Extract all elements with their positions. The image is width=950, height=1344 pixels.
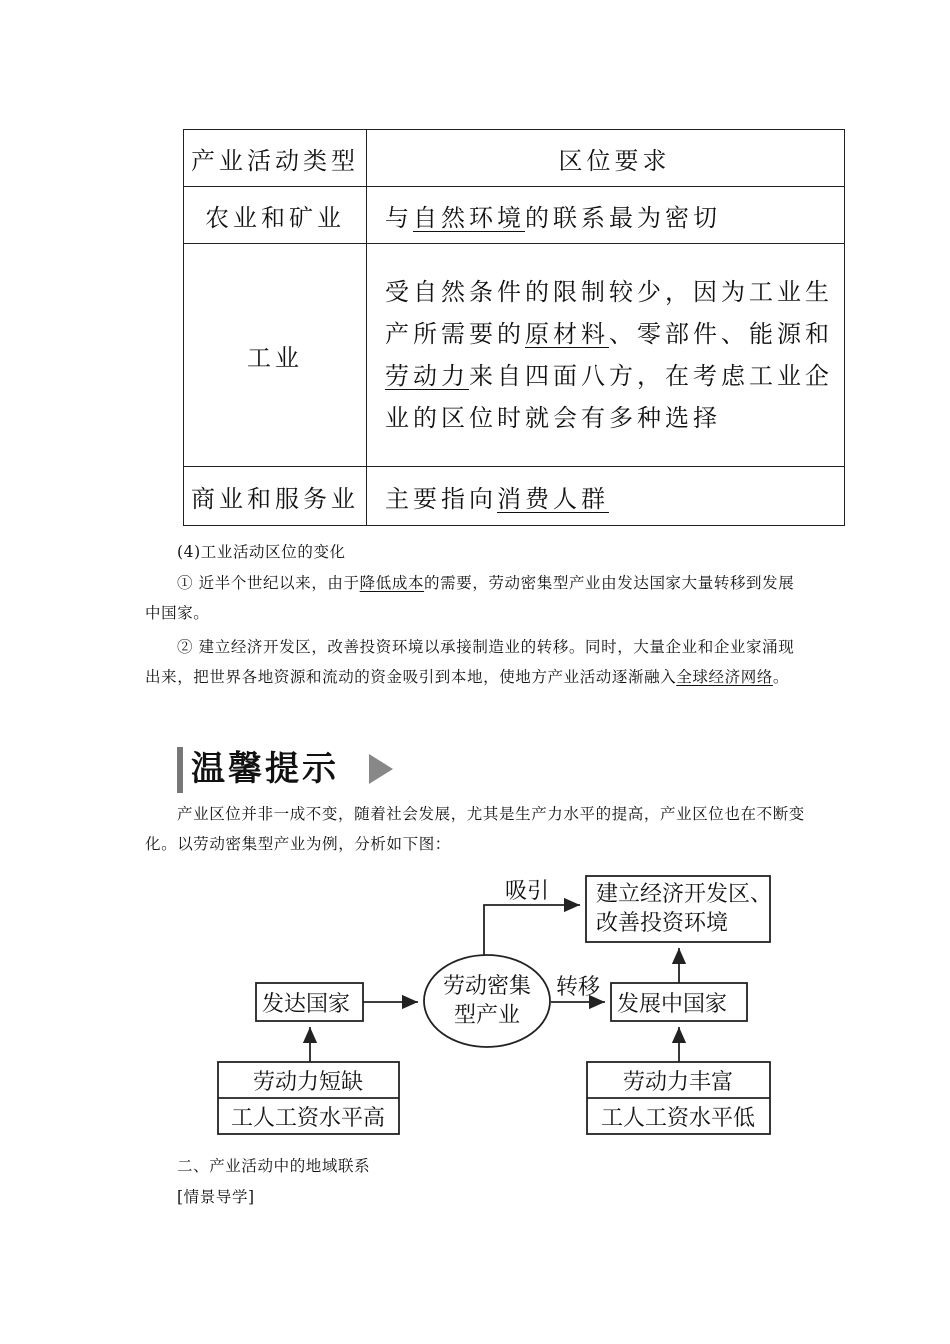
table-row [184, 467, 845, 526]
table-row [184, 244, 845, 467]
para-text: 。 [772, 668, 790, 686]
tip-text: 产业区位并非一成不变，随着社会发展，尤其是生产力水平的提高，产业区位也在不断变化。以劳动密集型产业为例，分析如下图： [145, 805, 805, 853]
play-arrow-icon [367, 752, 395, 786]
row-type-commerce: 商业和服务业 [184, 467, 367, 526]
labor-industry-ellipse [424, 955, 550, 1047]
req-text: 主要指向 [385, 484, 497, 513]
req-text: 的联系最为密切 [525, 203, 721, 232]
wage-high: 工人工资水平高 [230, 1106, 386, 1131]
wage-low: 工人工资水平低 [600, 1106, 756, 1131]
req-text: 受自然条件的限制较少，因为工业生产所需要的 [385, 278, 833, 348]
table-row [184, 187, 845, 244]
row-type-industry: 工业 [184, 244, 367, 467]
underlined-keyword: 自然环境 [413, 203, 525, 232]
header-industry-type: 产业活动类型 [184, 130, 367, 187]
underlined-keyword: 劳动力 [385, 362, 469, 390]
underlined-keyword: 降低成本 [359, 574, 425, 592]
para-text: 的需要，劳动密集型产业由发达国家大量转移到发展中国家。 [145, 574, 795, 622]
row-req-commerce [367, 467, 845, 526]
underlined-keyword: 消费人群 [497, 484, 609, 513]
table-header-row [184, 130, 845, 187]
section4-title: (4)工业活动区位的变化 [177, 543, 346, 561]
req-text: 来自四面八方，在考虑工业企业的区位时就会有多种选择 [385, 362, 833, 432]
developed-country-label: 发达国家 [262, 992, 351, 1017]
center-line1: 劳动密集 [442, 974, 532, 999]
center-line2: 型产业 [453, 1003, 521, 1028]
para-text: ② 建立经济开发区，改善投资环境以承接制造业的转移。同时，大量企业和企业家涌现出来，把世界各地资源和流动的资金吸引到本地，使地方产业活动逐渐融入 [145, 638, 795, 686]
row-req-industry [367, 244, 845, 467]
labor-abundant: 劳动力丰富 [622, 1070, 734, 1095]
header-location-requirement: 区位要求 [367, 130, 845, 187]
developing-country-label: 发展中国家 [617, 992, 728, 1017]
transfer-label: 转移 [556, 975, 601, 1000]
section2-subtitle: [情景导学] [177, 1188, 255, 1206]
labor-industry-transfer-diagram [0, 860, 950, 1150]
section4-item1 [145, 568, 810, 628]
dev-zone-line1: 建立经济开发区、 [596, 882, 773, 907]
attract-arrow [484, 905, 580, 955]
row-req-agriculture [367, 187, 845, 244]
underlined-keyword: 原材料 [525, 320, 609, 348]
tip-heading: 温馨提示 [177, 747, 339, 793]
attract-label: 吸引 [505, 879, 550, 904]
labor-shortage: 劳动力短缺 [252, 1070, 364, 1095]
location-table [183, 129, 845, 526]
section2-title: 二、产业活动中的地域联系 [177, 1157, 371, 1175]
req-text: 与 [385, 203, 413, 232]
section4-item2 [145, 632, 810, 692]
underlined-keyword: 全球经济网络 [676, 668, 773, 686]
dev-zone-line2: 改善投资环境 [596, 911, 729, 936]
row-type-agriculture: 农业和矿业 [184, 187, 367, 244]
req-text: 、零部件、能源和 [609, 320, 833, 348]
para-text: ① 近半个世纪以来，由于 [177, 574, 360, 592]
